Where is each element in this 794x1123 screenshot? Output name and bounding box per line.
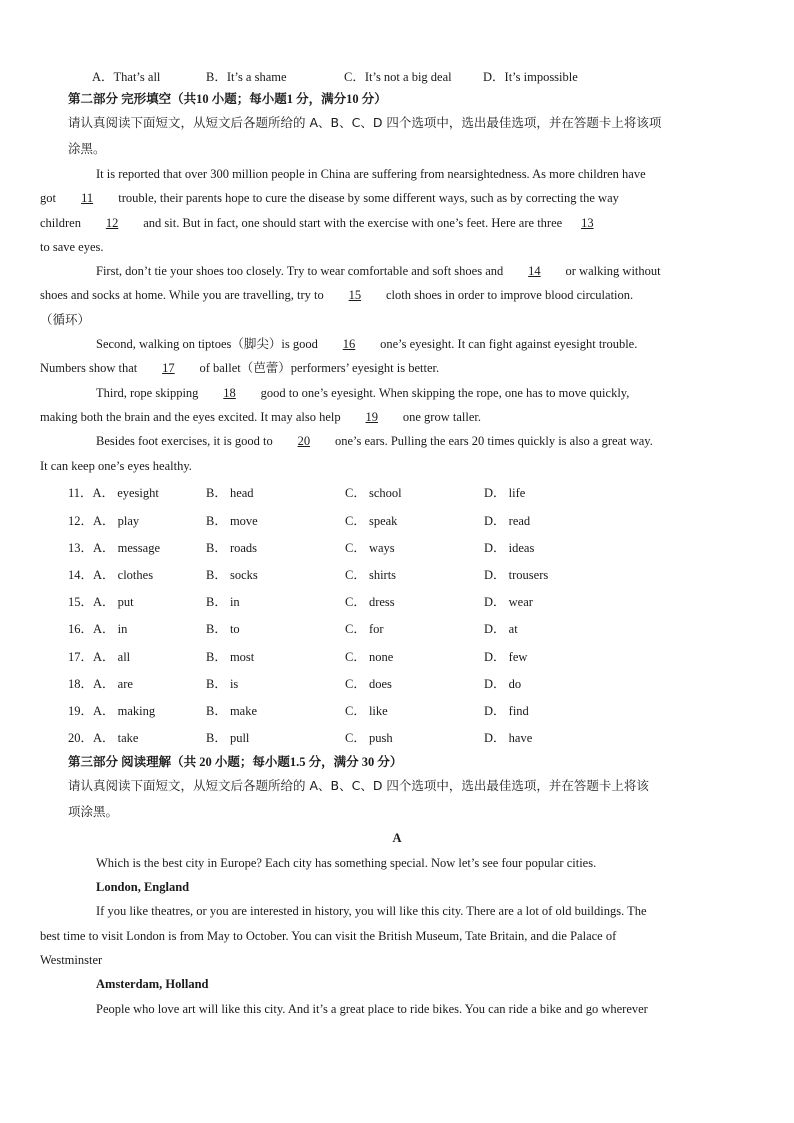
option-a: 19．A． making — [68, 703, 156, 718]
option-b: B． roads — [206, 540, 258, 555]
option-a: 15．A． put — [68, 595, 134, 610]
option-b: B． move — [206, 513, 258, 528]
option-d: D． few — [484, 649, 528, 664]
option-d: D． wear — [484, 595, 533, 610]
option-a: 14．A． clothes — [68, 568, 154, 583]
blank-19: 19 — [365, 409, 378, 424]
option-d: D．It’s impossible — [483, 70, 578, 84]
cloze-options-table — [68, 479, 634, 751]
blank-16: 16 — [342, 337, 356, 352]
option-b: B． head — [206, 486, 254, 501]
option-b: B． in — [206, 595, 240, 610]
previous-question-options — [68, 66, 726, 88]
paragraph-1 — [40, 162, 726, 259]
option-b: B．It’s a shame — [206, 70, 287, 84]
option-c: C． for — [345, 622, 384, 637]
option-c: C．It’s not a big deal — [344, 70, 452, 84]
option-b: B． to — [206, 622, 240, 637]
text: Besides foot exercises, it is good to — [96, 434, 273, 449]
option-a: 20．A． take — [68, 731, 139, 746]
option-a: 16．A． in — [68, 622, 128, 637]
question-row — [68, 479, 634, 506]
reading-intro: Which is the best city in Europe? Each city has something special. Now let’s see four popular cities. — [96, 855, 597, 870]
paragraph-5 — [40, 429, 726, 478]
text: got — [40, 191, 56, 206]
question-row — [68, 615, 634, 642]
text: Third, rope skipping — [96, 385, 199, 400]
amsterdam-title: Amsterdam, Holland — [96, 977, 209, 992]
option-c: C． none — [345, 649, 394, 664]
option-a: 12．A． play — [68, 513, 140, 528]
part3-instruction-line2: 项涂黑。 — [68, 803, 119, 819]
london-title: London, England — [96, 880, 190, 895]
text: or walking without — [565, 264, 661, 279]
option-a: 17．A． all — [68, 649, 131, 664]
question-row — [68, 642, 634, 669]
part2-instruction-line2: 涂黑。 — [68, 141, 106, 156]
text: It is reported that over 300 million people in China are suffering from nearsightedness. As more children have — [96, 167, 646, 181]
blank-12: 12 — [105, 215, 119, 230]
text: good to one’s eyesight. When skipping the rope, one has to move quickly, — [260, 385, 630, 400]
option-d: D． trousers — [484, 568, 549, 583]
part3-instruction-line1: 请认真阅读下面短文，从短文后各题所给的 A、B、C、D 四个选项中，选出最佳选项，并在答题卡上将该 — [68, 777, 649, 793]
text: Second, walking on tiptoes（脚尖）is good — [96, 337, 318, 352]
option-b: B． socks — [206, 568, 258, 583]
option-a: 18．A． are — [68, 676, 133, 691]
question-row — [68, 724, 634, 751]
option-b: B． make — [206, 703, 258, 718]
paragraph-4 — [40, 381, 726, 430]
amsterdam-paragraph: People who love art will like this city. And it’s a great place to ride bikes. You can ride a bike and go wherever — [96, 1001, 648, 1016]
text: and sit. But in fact, one should start with the exercise with one’s feet. Here are three — [143, 215, 563, 230]
option-d: D． read — [484, 513, 531, 528]
option-c: C． shirts — [345, 568, 397, 583]
option-d: D． do — [484, 676, 522, 691]
cloze-passage — [40, 162, 726, 478]
text: to save eyes. — [40, 239, 104, 254]
section-letter: A — [392, 830, 402, 845]
option-d: D． ideas — [484, 540, 535, 555]
text: of ballet（芭蕾）performers’ eyesight is better. — [199, 361, 440, 376]
text: making both the brain and the eyes excited. It may also help — [40, 409, 341, 424]
text: It can keep one’s eyes healthy. — [40, 458, 192, 473]
question-row — [68, 669, 634, 696]
option-c: C． does — [345, 676, 392, 691]
text: best time to visit London is from May to October. You can visit the British Museum, Tate Britain, and die Palace of — [40, 928, 617, 943]
text: First, don’t tie your shoes too closely. Try to wear comfortable and soft shoes and — [96, 264, 504, 279]
blank-13: 13 — [581, 215, 594, 230]
option-c: C． dress — [345, 595, 395, 610]
option-d: D． life — [484, 486, 526, 501]
blank-17: 17 — [162, 361, 175, 376]
text: （循环） — [40, 311, 91, 327]
blank-18: 18 — [223, 385, 236, 400]
question-row — [68, 588, 634, 615]
question-row — [68, 506, 634, 533]
blank-15: 15 — [348, 288, 362, 303]
text: one grow taller. — [402, 409, 481, 424]
blank-20: 20 — [297, 434, 311, 449]
option-b: B． most — [206, 649, 255, 664]
option-d: D． find — [484, 703, 529, 718]
text: one’s ears. Pulling the ears 20 times quickly is also a great way. — [334, 434, 653, 449]
option-d: D． have — [484, 731, 533, 746]
blank-14: 14 — [528, 264, 541, 279]
london-paragraph — [40, 899, 726, 972]
option-c: C． speak — [345, 513, 398, 528]
option-b: B． is — [206, 676, 239, 691]
text: cloth shoes in order to improve blood circulation. — [385, 288, 634, 303]
option-a: A．That’s all — [92, 70, 161, 84]
part3-heading: 第三部分 阅读理解（共 20 小题；每小题1.5 分，满分 30 分） — [68, 754, 403, 769]
text: Westminster — [40, 952, 103, 967]
option-c: C． like — [345, 703, 388, 718]
exam-page — [40, 66, 726, 1021]
text: children — [40, 215, 81, 230]
option-b: B． pull — [206, 731, 250, 746]
paragraph-3 — [40, 332, 726, 381]
question-row — [68, 533, 634, 560]
text: Numbers show that — [40, 361, 138, 376]
option-a: 13．A． message — [68, 540, 160, 555]
option-d: D． at — [484, 622, 518, 637]
part2-heading: 第二部分 完形填空（共10 小题；每小题1 分，满分10 分） — [68, 92, 387, 106]
text: shoes and socks at home. While you are travelling, try to — [40, 288, 324, 303]
option-c: C． school — [345, 486, 402, 501]
question-row — [68, 696, 634, 723]
text: one’s eyesight. It can fight against eyesight trouble. — [380, 337, 638, 352]
text: trouble, their parents hope to cure the disease by some different ways, such as by correcting the way — [118, 191, 619, 206]
question-row — [68, 560, 634, 587]
blank-11: 11 — [81, 191, 94, 206]
option-c: C． ways — [345, 540, 395, 555]
text: If you like theatres, or you are interested in history, you will like this city. There are a lot of old buildings. The — [96, 904, 647, 919]
option-c: C． push — [345, 731, 393, 746]
option-a: 11．A． eyesight — [68, 486, 159, 501]
paragraph-2 — [40, 259, 726, 332]
part2-instruction-line1: 请认真阅读下面短文，从短文后各题所给的 A、B、C、D 四个选项中，选出最佳选项，并在答题卡上将该项 — [68, 115, 662, 130]
